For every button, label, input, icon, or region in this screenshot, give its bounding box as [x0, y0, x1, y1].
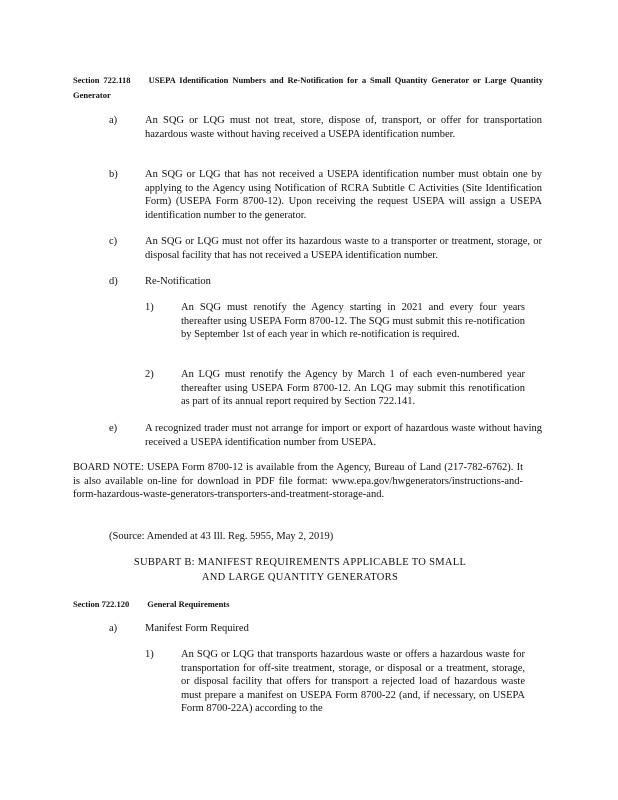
item-text: An SQG or LQG must not offer its hazardous waste to a transporter or treatment, storage, or disposal facility that has not received a USEPA identification number. [145, 236, 542, 261]
section-title: General Requirements [147, 599, 230, 609]
item-text: A recognized trader must not arrange for import or export of hazardous waste without having received a USEPA identification number from USEPA. [145, 423, 542, 448]
section-number: Section 722.120 [73, 599, 130, 609]
item-text: An SQG or LQG that has not received a USEPA identification number must obtain one by applying to the Agency using Notification of RCRA Subtitle C Activities (Site Identification Form) (USEPA Form 8700-12). Upon receiving the request USEPA will assign a USEPA identification number to the generator. [145, 169, 542, 221]
item-text: An SQG must renotify the Agency starting in 2021 and every four years thereafter using USEPA Form 8700-12. The SQG must submit this re-notification by September 1st of each year in which re-notification is required. [181, 302, 525, 340]
item-label: d) [109, 276, 118, 287]
item-text: An SQG or LQG must not treat, store, dispose of, transport, or offer for transportation hazardous waste without having received a USEPA identification number. [145, 115, 542, 140]
item-label: b) [109, 169, 118, 180]
subpart-heading-line: SUBPART B: MANIFEST REQUIREMENTS APPLICABLE TO SMALL [133, 557, 467, 568]
item-label: 1) [145, 649, 154, 660]
section-722-118-heading [73, 73, 543, 103]
board-note: BOARD NOTE: USEPA Form 8700-12 is available from the Agency, Bureau of Land (217-782-6762). It is also available on-line for download in PDF file format: www.epa.gov/hwgenerators/instructions-and-form-hazardous-waste-generators-transporters-and-treatment-storage-and. [73, 462, 523, 500]
item-text: Re-Notification [145, 276, 211, 287]
subpart-heading-line: AND LARGE QUANTITY GENERATORS [201, 572, 399, 583]
section-title: USEPA Identification Numbers and Re-Notification for a Small Quantity Generator or Large Quantity Generator [73, 75, 543, 100]
item-label: a) [109, 623, 118, 634]
item-label: a) [109, 115, 118, 126]
item-label: c) [109, 236, 118, 247]
section-number: Section 722.118 [73, 75, 131, 85]
item-label: 1) [145, 302, 154, 313]
item-text: An SQG or LQG that transports hazardous waste or offers a hazardous waste for transportation for off-site treatment, storage, or disposal or a treatment, storage, or disposal facility that offers for transport a rejected load of hazardous waste must prepare a manifest on USEPA Form 8700-22 (and, if necessary, on USEPA Form 8700-22A) according to the [181, 649, 525, 714]
item-text: An LQG must renotify the Agency by March 1 of each even-numbered year thereafter using USEPA Form 8700-12. An LQG may submit this renotification as part of its annual report required by Section 722.141. [181, 369, 525, 407]
item-label: 2) [145, 369, 154, 380]
section-722-120-heading [73, 597, 543, 612]
subpart-heading [110, 555, 490, 585]
source-note: (Source: Amended at 43 Ill. Reg. 5955, May 2, 2019) [109, 531, 334, 542]
item-text: Manifest Form Required [145, 623, 249, 634]
item-label: e) [109, 423, 118, 434]
